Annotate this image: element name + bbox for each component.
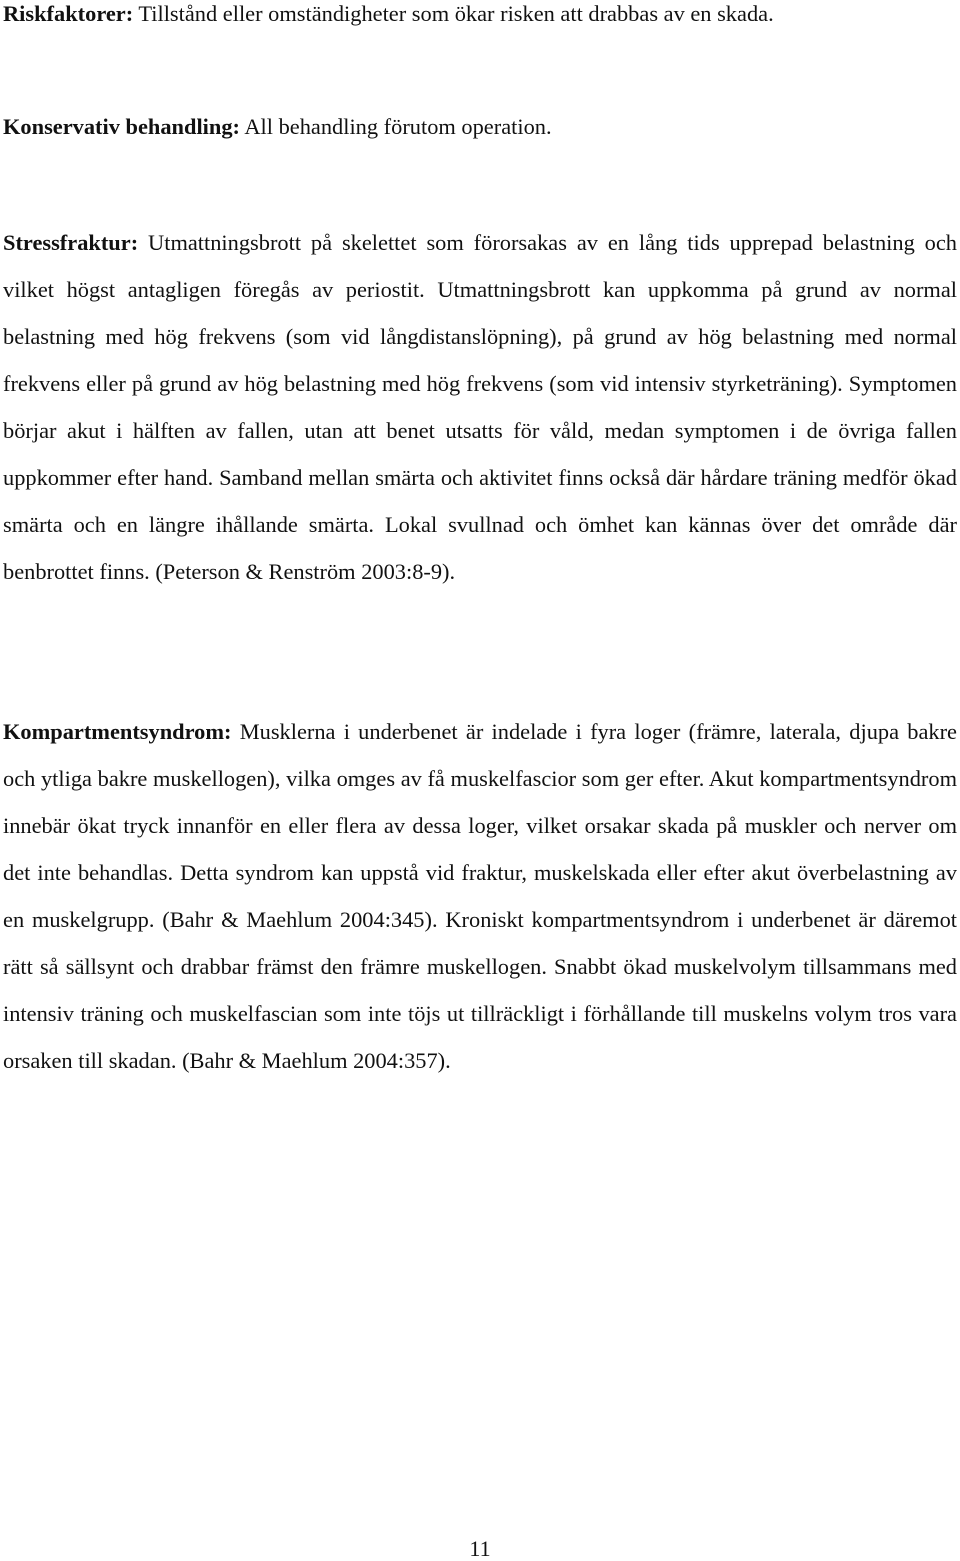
term-label: Konservativ behandling: — [3, 114, 241, 139]
definition-stressfraktur — [3, 219, 957, 595]
definition-riskfaktorer — [3, 0, 957, 37]
term-label: Riskfaktorer: — [3, 1, 134, 26]
definition-text: All behandling förutom operation. — [240, 114, 552, 139]
definition-text: Musklerna i underbenet är indelade i fyra loger (främre, laterala, djupa bakre och ytliga bakre muskellogen), vilka omges av få muskelfascior som ger efter. Akut kompartmentsyndrom innebär ökat tryck innanför en eller flera av dessa loger, vilket orsakar skada på muskler och nerver om det inte behandlas. Detta syndrom kan uppstå vid fraktur, muskelskada eller efter akut överbelastning av en muskelgrupp. (Bahr & Maehlum 2004:345). Kroniskt kompartmentsyndrom i underbenet är däremot rätt så sällsynt och drabbar främst den främre muskellogen. Snabbt ökad muskelvolym tillsammans med intensiv träning och muskelfascian som inte töjs ut tillräckligt i förhållande till muskelns volym tros vara orsaken till skadan. (Bahr & Maehlum 2004:357). — [3, 719, 957, 1073]
definition-text: Utmattningsbrott på skelettet som förorsakas av en lång tids upprepad belastning och vilket högst antagligen föregås av periostit. Utmattningsbrott kan uppkomma på grund av normal belastning med hög frekvens (som vid långdistanslöpning), på grund av hög belastning med normal frekvens eller på grund av hög belastning med hög frekvens (som vid intensiv styrketräning). Symptomen börjar akut i hälften av fallen, utan att benet utsatts för våld, medan symptomen i de övriga fallen uppkommer efter hand. Samband mellan smärta och aktivitet finns också där hårdare träning medför ökad smärta och en längre ihållande smärta. Lokal svullnad och ömhet kan kännas över det område där benbrottet finns. (Peterson & Renström 2003:8-9). — [3, 230, 957, 584]
page-number: 11 — [469, 1536, 491, 1561]
definition-konservativ-behandling — [3, 103, 957, 150]
definition-text: Tillstånd eller omständigheter som ökar risken att drabbas av en skada. — [133, 1, 774, 26]
term-label: Kompartmentsyndrom: — [3, 719, 232, 744]
term-label: Stressfraktur: — [3, 230, 139, 255]
definition-kompartmentsyndrom — [3, 708, 957, 1084]
